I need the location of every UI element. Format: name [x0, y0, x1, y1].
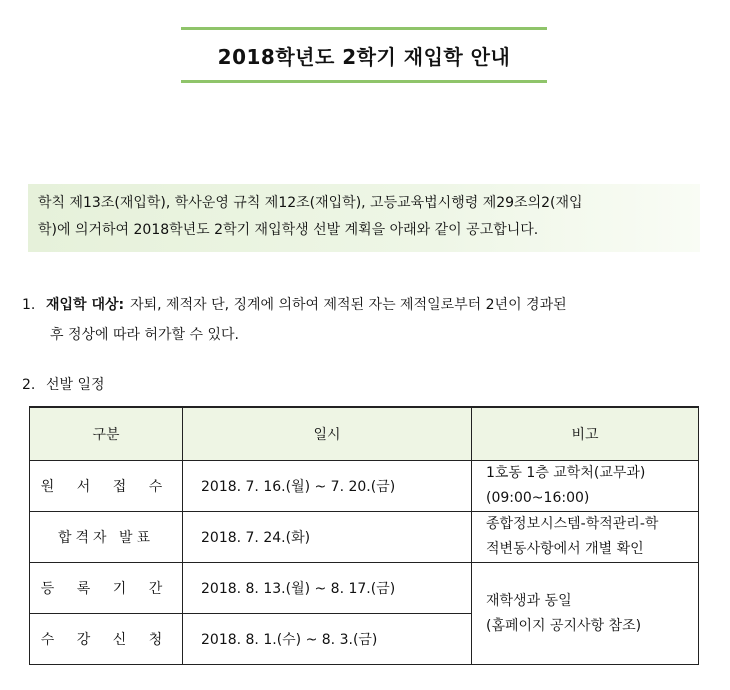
row-category: 합격자 발표	[30, 512, 183, 563]
section-label: 재입학 대상:	[46, 297, 125, 313]
row-note-line-2: (홈페이지 공지사항 참조)	[486, 617, 642, 634]
row-note-line-2: 적변동사항에서 개별 확인	[486, 541, 644, 557]
section-text-line-2: 후 정상에 따라 허가할 수 있다.	[50, 327, 239, 343]
row-note-line-1: 종합정보시스템-학적관리-학	[486, 516, 659, 532]
table-row	[30, 563, 699, 614]
header-date: 일시	[183, 407, 472, 461]
table-header-row	[30, 407, 699, 461]
row-date: 2018. 8. 1.(수) ~ 8. 3.(금)	[183, 614, 472, 665]
title-box	[181, 27, 547, 83]
row-note	[472, 512, 699, 563]
page-title: 2018학년도 2학기 재입학 안내	[217, 44, 511, 69]
table-row	[30, 461, 699, 512]
row-note-line-2: (09:00~16:00)	[486, 490, 590, 506]
row-note-line-1: 1호동 1층 교학처(교무과)	[486, 465, 646, 481]
header-category: 구분	[30, 407, 183, 461]
row-date: 2018. 7. 16.(월) ~ 7. 20.(금)	[183, 461, 472, 512]
row-date: 2018. 8. 13.(월) ~ 8. 17.(금)	[183, 563, 472, 614]
row-note	[472, 461, 699, 512]
row-category: 원 서 접 수	[30, 461, 183, 512]
header-note: 비고	[472, 407, 699, 461]
notice-box	[28, 184, 700, 252]
section-schedule-heading	[22, 373, 105, 397]
notice-line-2: 학)에 의거하여 2018학년도 2학기 재입학생 선발 계획을 아래와 같이 공고합니다.	[38, 222, 539, 238]
section-number: 2.	[22, 377, 36, 393]
section-text-line-1: 자퇴, 제적자 단, 징계에 의하여 제적된 자는 제적일로부터 2년이 경과된	[130, 297, 567, 313]
notice-line-1: 학칙 제13조(재입학), 학사운영 규칙 제12조(재입학), 고등교육법시행령 제29조의2(재입	[38, 195, 583, 211]
section-label: 선발 일정	[46, 377, 105, 393]
section-number: 1.	[22, 297, 36, 313]
schedule-table	[29, 406, 699, 665]
table-row	[30, 512, 699, 563]
row-date: 2018. 7. 24.(화)	[183, 512, 472, 563]
row-category: 수 강 신 청	[30, 614, 183, 665]
row-note-line-1: 재학생과 동일	[486, 592, 572, 609]
section-eligibility	[22, 290, 704, 350]
row-note	[472, 563, 699, 665]
row-category: 등 록 기 간	[30, 563, 183, 614]
